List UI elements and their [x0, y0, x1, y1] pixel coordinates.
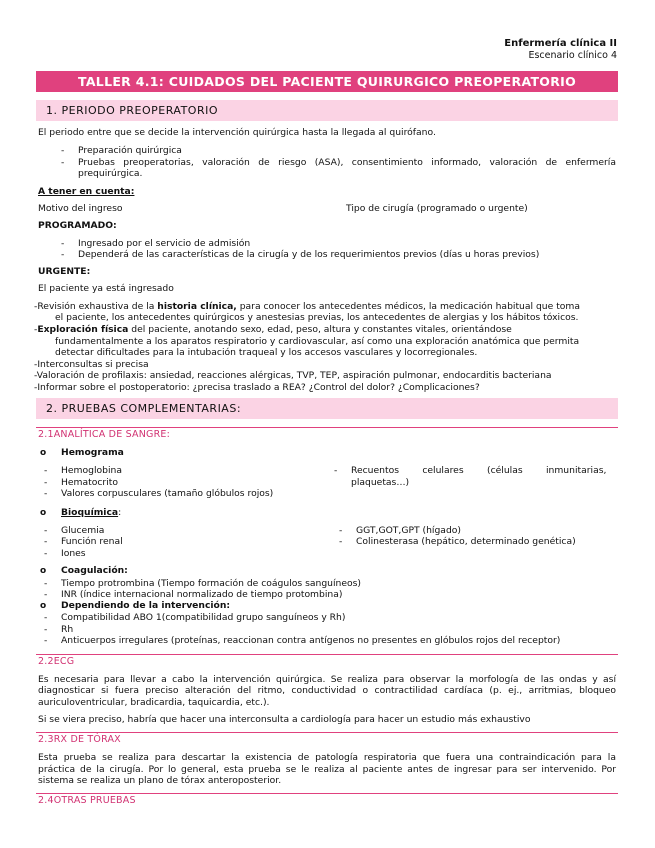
list-item: Tiempo protrombina (Tiempo formación de coágulos sanguíneos)	[61, 578, 362, 589]
exam-line-3: detectar dificultades para la intubación traqueal y los accesos vasculares y locorregionales.	[55, 347, 478, 358]
list-item: Ingresado por el servicio de admisión	[78, 238, 251, 249]
postoperatorio: -Informar sobre el postoperatorio: ¿precisa traslado a REA? ¿Control del dolor? ¿Complicaciones?	[34, 382, 480, 393]
review-line-2: el paciente, los antecedentes quirúrgicos y anestesias previas, los antecedentes de alergias y los hábitos tóxicos.	[55, 312, 579, 323]
list-item: Rh	[61, 624, 74, 635]
list-item: INR (índice internacional normalizado de tiempo protombina)	[61, 589, 343, 600]
subsection-2-4: 2.4OTRAS PRUEBAS	[36, 793, 618, 807]
exam-line-1: -Exploración física del paciente, anotando sexo, edad, peso, altura y constantes vitales, orientándose	[34, 324, 512, 335]
tipo-label: Tipo de cirugía (programado o urgente)	[346, 203, 528, 214]
list-item: Preparación quirúrgica	[78, 145, 182, 156]
list-item: Hematocrito	[61, 477, 118, 488]
circle-bullet: o	[40, 566, 47, 576]
bullet-dash: -	[339, 525, 343, 536]
bioquimica-title: Bioquímica:	[61, 507, 122, 518]
bullet-dash: -	[44, 624, 48, 635]
motivo-label: Motivo del ingreso	[38, 203, 123, 214]
list-item: Compatibilidad ABO 1(compatibilidad grupo sanguíneos y Rh)	[61, 612, 346, 623]
list-item: Hemoglobina	[61, 465, 122, 476]
section-heading-2: 2. PRUEBAS COMPLEMENTARIAS:	[36, 398, 618, 419]
programado-title: PROGRAMADO:	[38, 220, 117, 231]
bullet-dash: -	[44, 635, 48, 646]
circle-bullet: o	[40, 601, 47, 611]
bullet-dash: -	[44, 536, 48, 547]
list-item: Dependerá de las características de la cirugía y de los requerimientos previos (días u horas previos)	[78, 249, 540, 260]
bullet-dash: -	[44, 612, 48, 623]
circle-bullet: o	[40, 508, 47, 518]
list-item: GGT,GOT,GPT (hígado)	[356, 525, 461, 536]
ecg-line: Si se viera preciso, habría que hacer una interconsulta a cardiología para hacer un estudio más exhaustivo	[38, 714, 531, 725]
bullet-dash: -	[44, 477, 48, 488]
bullet-dash: -	[44, 465, 48, 476]
review-line-1: -Revisión exhaustiva de la historia clínica, para conocer los antecedentes médicos, la medicación habitual que toma	[34, 301, 581, 312]
circle-bullet: o	[40, 448, 47, 458]
list-item: Pruebas preoperatorias, valoración de riesgo (ASA), consentimiento informado, valoración de enfermería	[78, 157, 616, 168]
list-item: Valores corpusculares (tamaño glóbulos rojos)	[61, 488, 274, 499]
subsection-2-3: 2.3RX DE TÓRAX	[36, 732, 618, 746]
list-item: Anticuerpos irregulares (proteínas, reaccionan contra antígenos no presentes en glóbulos rojos del receptor)	[61, 635, 561, 646]
coagulacion-title: Coagulación:	[61, 565, 128, 576]
list-item-continuation: plaquetas…)	[351, 477, 410, 488]
bullet-dash: -	[61, 145, 65, 156]
subsection-2-2: 2.2ECG	[36, 654, 618, 668]
list-item: Recuentos celulares (células inmunitarias,	[351, 465, 607, 476]
bullet-dash: -	[44, 578, 48, 589]
rx-line: Esta prueba se realiza para descartar la existencia de patología respiratoria que fuera una contraindicación para la	[38, 752, 616, 763]
note-title: A tener en cuenta:	[38, 186, 135, 197]
urgente-title: URGENTE:	[38, 266, 91, 277]
bullet-dash: -	[61, 238, 65, 249]
urgente-text: El paciente ya está ingresado	[38, 283, 174, 294]
ecg-line: auriculoventricular, bradicardia, taquicardia, etc.).	[38, 697, 270, 708]
subsection-2-1: 2.1ANALÍTICA DE SANGRE:	[36, 427, 618, 441]
dependiendo-title: Dependiendo de la intervención:	[61, 600, 231, 611]
exam-line-2: fundamentalmente a los aparatos respiratorio y cardiovascular, así como una exploración anatómica que permita	[55, 336, 580, 347]
interconsultas: -Interconsultas si precisa	[34, 359, 149, 370]
section-heading-1: 1. PERIODO PREOPERATORIO	[36, 100, 618, 121]
scenario-name: Escenario clínico 4	[528, 50, 617, 61]
rx-line: práctica de la cirugía. Por lo general, esta prueba se le realiza al paciente antes de ingresar para ser intervenido. Por	[38, 764, 616, 775]
s1-intro: El periodo entre que se decide la intervención quirúrgica hasta la llegada al quirófano.	[38, 127, 436, 138]
rx-line: sistema se realiza un plano de tórax anteroposterior.	[38, 775, 282, 786]
page-title: TALLER 4.1: CUIDADOS DEL PACIENTE QUIRURGICO PREOPERATORIO	[36, 71, 618, 92]
bullet-dash: -	[61, 157, 65, 168]
profilaxis: -Valoración de profilaxis: ansiedad, reacciones alérgicas, TVP, TEP, aspiración pulmonar, endocarditis bacteriana	[34, 370, 552, 381]
list-item: Función renal	[61, 536, 123, 547]
bullet-dash: -	[44, 525, 48, 536]
ecg-line: Es necesaria para llevar a cabo la intervención quirúrgica. Se realiza para observar la morfología de las ondas y así	[38, 674, 616, 685]
list-item: Colinesterasa (hepático, determinado genética)	[356, 536, 576, 547]
bullet-dash: -	[44, 589, 48, 600]
bullet-dash: -	[44, 488, 48, 499]
bullet-dash: -	[61, 249, 65, 260]
course-name: Enfermería clínica II	[504, 38, 617, 49]
list-item: Glucemia	[61, 525, 105, 536]
bullet-dash: -	[44, 548, 48, 559]
bullet-dash: -	[334, 465, 338, 476]
ecg-line: diagnosticar si fuera preciso alteración del ritmo, conductividad o contractilidad cardíaca (p. ej., arritmias, bloqueo	[38, 685, 616, 696]
list-item: Iones	[61, 548, 86, 559]
list-item-continuation: prequirúrgica.	[78, 168, 143, 179]
hemograma-title: Hemograma	[61, 447, 124, 458]
bullet-dash: -	[339, 536, 343, 547]
